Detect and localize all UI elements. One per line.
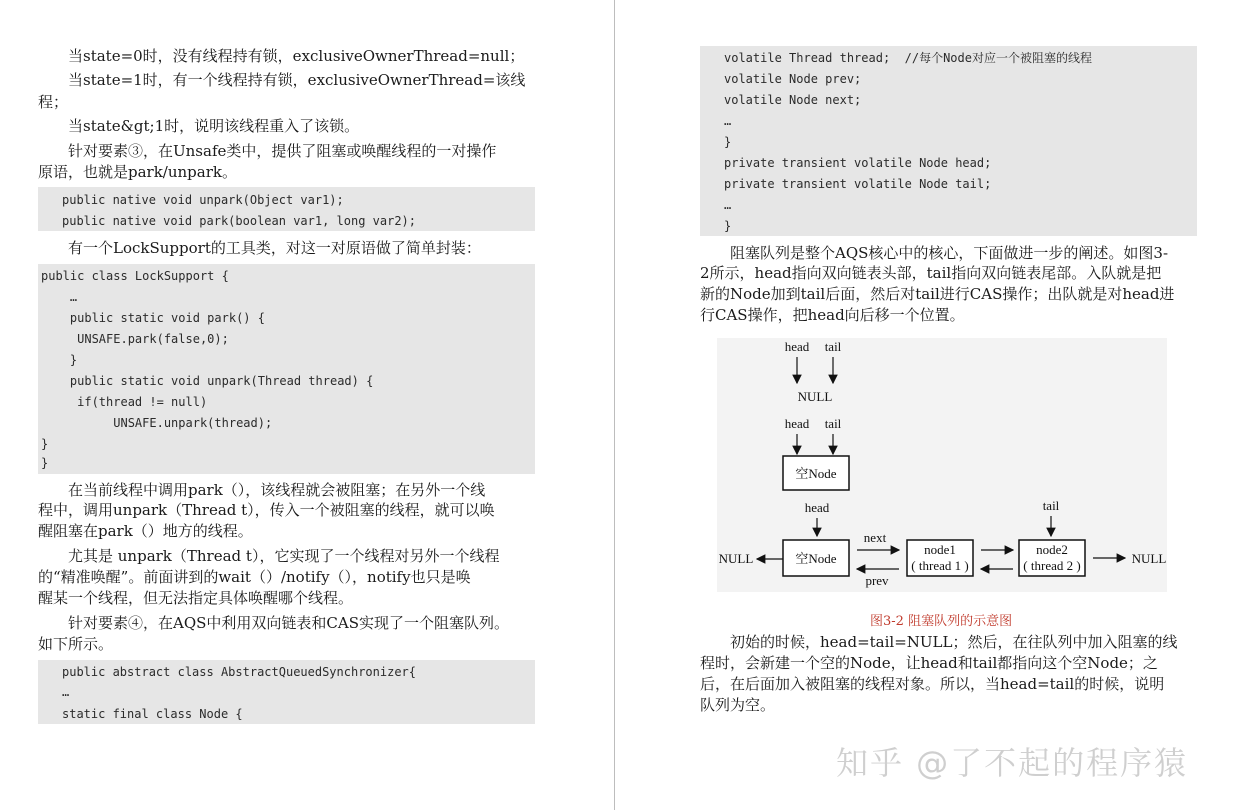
code-line: …	[62, 685, 70, 699]
code-line: volatile Thread thread; //每个Node对应一个被阻塞的线程	[724, 51, 1092, 65]
left-line-6: 原语，也就是park/unpark。	[38, 163, 237, 181]
label-null-right: NULL	[1131, 551, 1167, 566]
right-line-4: 行CAS操作，把head向后移一个位置。	[700, 306, 965, 324]
label-empty-node-1: 空Node	[795, 466, 837, 481]
left-line-4: 当state&gt;1时，说明该线程重入了该锁。	[68, 117, 360, 135]
page-divider	[614, 0, 615, 810]
code-line: public static void park() {	[41, 311, 265, 325]
label-next: next	[863, 530, 887, 545]
code-block-node-fields	[700, 46, 1197, 236]
code-line: UNSAFE.park(false,0);	[41, 332, 229, 346]
code-line: volatile Node next;	[724, 93, 862, 107]
left-para2-line-5: 的“精准唤醒”。前面讲到的wait（）/notify（），notify也只是唤	[38, 568, 471, 586]
left-line-3: 程；	[38, 93, 69, 111]
left-para2-line-2: 程中，调用unpark（Thread t），传入一个被阻塞的线程，就可以唤	[38, 501, 495, 519]
code-line: }	[41, 353, 78, 367]
code-line: public class LockSupport {	[41, 269, 229, 283]
code-line: volatile Node prev;	[724, 72, 862, 86]
left-para2-line-1: 在当前线程中调用park（），该线程就会被阻塞；在另外一个线	[68, 481, 486, 499]
code-line: static final class Node {	[62, 707, 243, 721]
figure-caption: 图3-2 阻塞队列的示意图	[870, 614, 1013, 629]
code-line: if(thread != null)	[41, 395, 208, 409]
code-line: …	[41, 290, 78, 304]
code-block-park-natives	[38, 187, 535, 231]
right-para2-line-4: 队列为空。	[700, 696, 776, 714]
left-line-5: 针对要素③，在Unsafe类中，提供了阻塞或唤醒线程的一对操作	[68, 142, 497, 160]
code-line: public native void park(boolean var1, long var2);	[62, 214, 417, 228]
left-para2-line-4: 尤其是 unpark（Thread t），它实现了一个线程对另外一个线程	[68, 547, 500, 565]
label-thread2: ( thread 2 )	[1023, 558, 1081, 573]
code-line: }	[724, 219, 732, 233]
code-line: UNSAFE.unpark(thread);	[41, 416, 273, 430]
label-null-left: NULL	[718, 551, 754, 566]
code-block-locksupport	[38, 264, 535, 474]
code-line: public native void unpark(Object var1);	[62, 193, 344, 207]
left-para2-line-6: 醒某一个线程，但无法指定具体唤醒哪个线程。	[38, 589, 354, 607]
code-block-aqs	[38, 660, 535, 724]
left-line-locksupport: 有一个LockSupport的工具类，对这一对原语做了简单封装：	[68, 239, 481, 257]
watermark: 知乎 @了不起的程序猿	[836, 744, 1189, 782]
right-line-2: 2所示，head指向双向链表头部，tail指向双向链表尾部。入队就是把	[700, 264, 1162, 282]
code-line: private transient volatile Node head;	[724, 156, 992, 170]
label-thread1: ( thread 1 )	[911, 558, 969, 573]
right-para2-line-2: 程时，会新建一个空的Node，让head和tail都指向这个空Node；之	[700, 654, 1158, 672]
right-para2-line-3: 后，在后面加入被阻塞的线程对象。所以，当head=tail的时候，说明	[700, 675, 1165, 693]
left-para2-line-3: 醒阻塞在park（）地方的线程。	[38, 522, 253, 540]
code-line: private transient volatile Node tail;	[724, 177, 992, 191]
label-null-1: NULL	[797, 389, 833, 404]
left-line-2: 当state=1时，有一个线程持有锁，exclusiveOwnerThread=该线	[68, 71, 526, 89]
code-line: }	[41, 456, 49, 470]
label-node1: node1	[924, 542, 956, 557]
blocking-queue-diagram	[717, 338, 1167, 592]
label-head-3: head	[804, 500, 830, 515]
left-para2-line-7: 针对要素④，在AQS中利用双向链表和CAS实现了一个阻塞队列。	[68, 614, 509, 632]
label-head-2: head	[784, 416, 810, 431]
left-para2-line-8: 如下所示。	[38, 635, 114, 653]
label-prev: prev	[865, 573, 889, 588]
label-node2: node2	[1036, 542, 1068, 557]
code-line: public abstract class AbstractQueuedSynchronizer{	[62, 665, 417, 679]
code-line: …	[724, 198, 732, 212]
code-line: public static void unpark(Thread thread) {	[41, 374, 374, 388]
label-tail-3: tail	[1042, 498, 1060, 513]
label-tail-1: tail	[824, 339, 842, 354]
right-para2-line-1: 初始的时候，head=tail=NULL；然后，在往队列中加入阻塞的线	[730, 633, 1178, 651]
label-empty-node-2: 空Node	[795, 551, 837, 566]
code-line: …	[724, 114, 732, 128]
code-line: }	[724, 135, 732, 149]
right-line-3: 新的Node加到tail后面，然后对tail进行CAS操作；出队就是对head进	[700, 285, 1175, 303]
label-head-1: head	[784, 339, 810, 354]
label-tail-2: tail	[824, 416, 842, 431]
right-line-1: 阻塞队列是整个AQS核心中的核心，下面做进一步的阐述。如图3-	[730, 244, 1169, 262]
left-line-1: 当state=0时，没有线程持有锁，exclusiveOwnerThread=null；	[68, 47, 525, 65]
code-line: }	[41, 437, 49, 451]
